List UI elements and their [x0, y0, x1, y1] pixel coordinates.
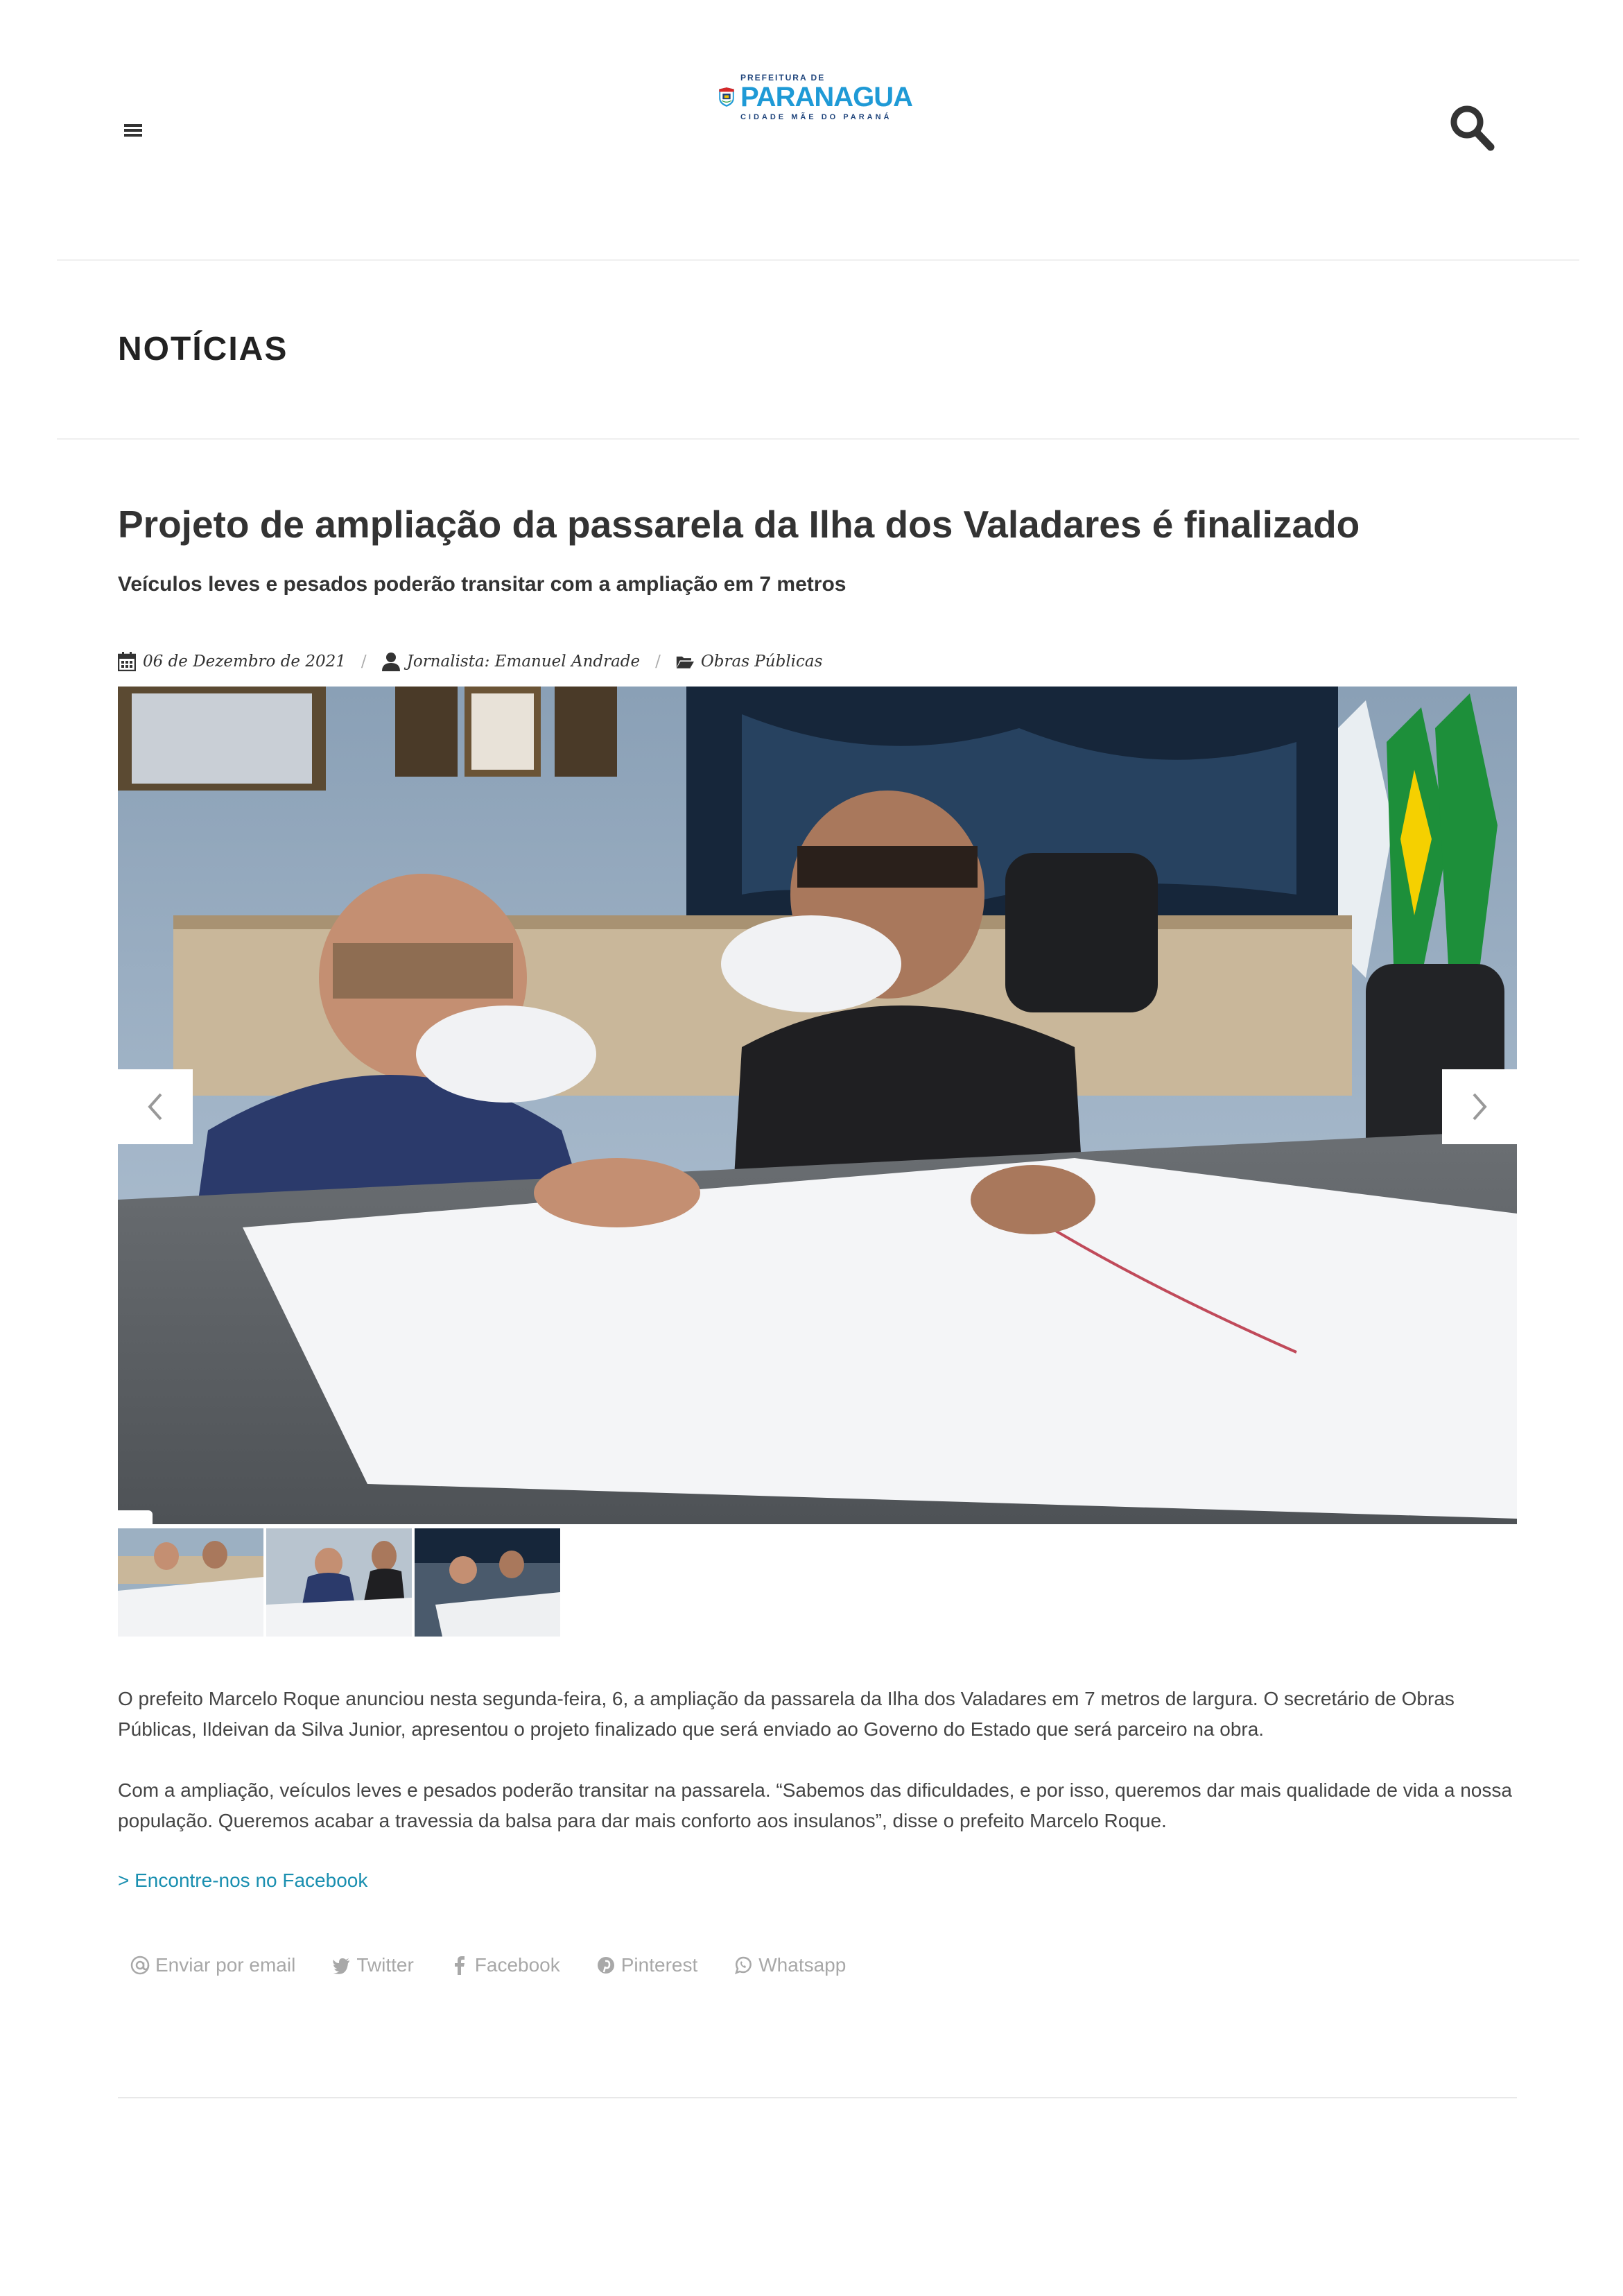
menu-button[interactable]: [119, 116, 147, 144]
share-facebook-label: Facebook: [474, 1954, 560, 1976]
section-title: NOTÍCIAS: [118, 331, 288, 368]
share-bar: [130, 1954, 882, 1976]
gallery-thumbnail[interactable]: [266, 1528, 412, 1637]
coat-of-arms-icon: [718, 65, 735, 129]
chevron-left-icon: [146, 1091, 165, 1122]
share-pinterest-button[interactable]: [596, 1954, 698, 1976]
slide-indicator[interactable]: [118, 1510, 153, 1524]
twitter-icon: [331, 1956, 351, 1975]
image-slider[interactable]: [118, 687, 1517, 1524]
article-title: Projeto de ampliação da passarela da Ilha dos Valadares é finalizado: [118, 503, 1360, 546]
logo-top-text: PREFEITURA DE: [740, 72, 826, 83]
article-meta: [118, 649, 822, 674]
article-paragraph: O prefeito Marcelo Roque anunciou nesta segunda-feira, 6, a ampliação da passarela da Ilha dos Valadares em 7 metros de largura. O secretário de Obras Públicas, Ildeivan da Silva Junior, apresentou o projeto finalizado que será enviado ao Governo do Estado que será parceiro na obra.: [118, 1688, 1455, 1740]
header-divider: [57, 259, 1579, 261]
search-icon: [1448, 103, 1496, 153]
article-photo: [118, 687, 1517, 1524]
slider-next-button[interactable]: [1442, 1069, 1517, 1144]
share-twitter-label: Twitter: [356, 1954, 414, 1976]
slider-prev-button[interactable]: [118, 1069, 193, 1144]
thumbnail-image: [266, 1528, 412, 1637]
meta-separator: /: [361, 653, 367, 671]
facebook-page-link[interactable]: > Encontre-nos no Facebook: [118, 1870, 368, 1891]
logo-main-text: PARANAGUA: [740, 81, 912, 112]
search-button[interactable]: [1448, 103, 1496, 153]
share-twitter-button[interactable]: [331, 1954, 413, 1976]
share-pinterest-label: Pinterest: [620, 1954, 698, 1976]
article-date: 06 de Dezembro de 2021: [143, 653, 346, 671]
logo-sub-text: CIDADE MÃE DO PARANÁ: [740, 112, 892, 121]
share-email-label: Enviar por email: [155, 1954, 296, 1976]
site-header: [0, 0, 1623, 259]
chevron-right-icon: [1470, 1091, 1489, 1122]
logo-text: [740, 74, 912, 121]
pinterest-icon: [596, 1956, 616, 1975]
at-icon: [130, 1956, 150, 1975]
calendar-icon: [118, 652, 136, 671]
share-facebook-button[interactable]: [450, 1954, 560, 1976]
article-footer-divider: [118, 2097, 1517, 2098]
thumbnail-image: [415, 1528, 560, 1637]
gallery-thumbnails: [118, 1528, 560, 1637]
article-author: Jornalista: Emanuel Andrade: [406, 653, 641, 671]
article-paragraph: Com a ampliação, veículos leves e pesados poderão transitar na passarela. “Sabemos das dificuldades, e por isso, queremos dar mais qualidade de vida a nossa população. Queremos acabar a travessia da balsa para dar mais conforto aos insulanos”, disse o prefeito Marcelo Roque.: [118, 1779, 1512, 1831]
section-divider: [57, 438, 1579, 440]
thumbnail-image: [118, 1528, 263, 1637]
share-whatsapp-label: Whatsapp: [758, 1954, 847, 1976]
whatsapp-icon: [734, 1956, 753, 1975]
hamburger-icon: [124, 123, 142, 138]
article-subtitle: Veículos leves e pesados poderão transitar com a ampliação em 7 metros: [118, 573, 847, 596]
folder-open-icon: [676, 652, 694, 671]
facebook-icon: [450, 1956, 469, 1975]
meta-separator: /: [655, 653, 661, 671]
share-whatsapp-button[interactable]: [734, 1954, 846, 1976]
article-category[interactable]: Obras Públicas: [700, 653, 823, 671]
gallery-thumbnail[interactable]: [415, 1528, 560, 1637]
user-icon: [382, 652, 400, 671]
share-email-button[interactable]: [130, 1954, 295, 1976]
site-logo[interactable]: [718, 64, 912, 130]
gallery-thumbnail[interactable]: [118, 1528, 263, 1637]
